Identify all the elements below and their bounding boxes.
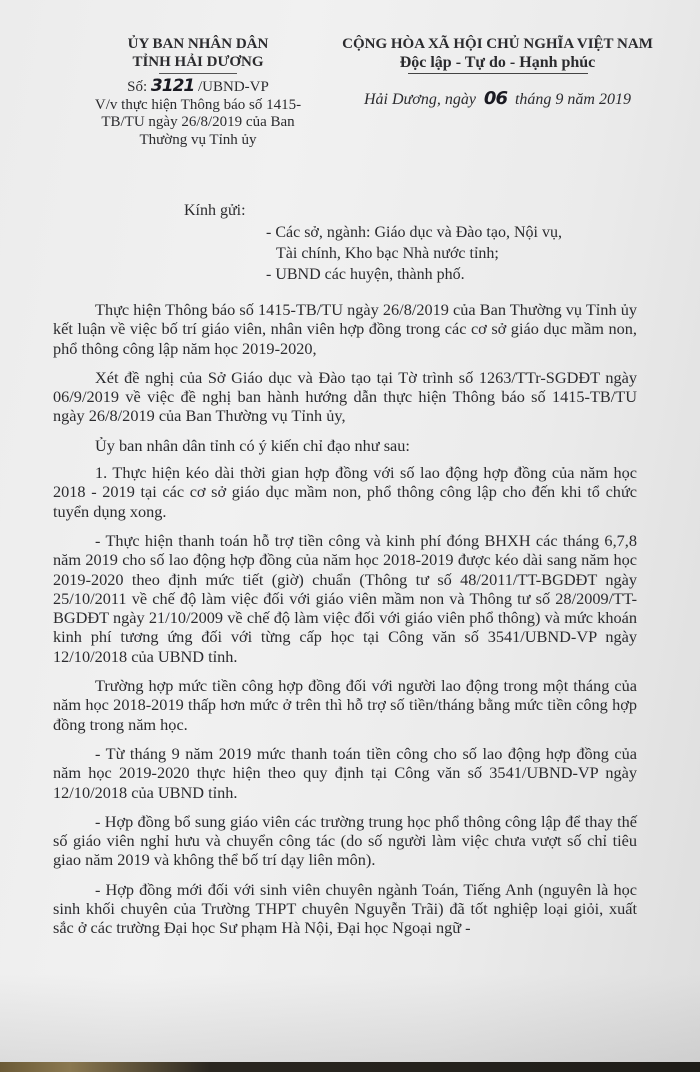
agency-block: [82, 36, 314, 149]
national-block: [300, 36, 695, 109]
subject-line-1: V/v thực hiện Thông báo số 1415-: [94, 96, 302, 113]
document-number: [82, 78, 314, 97]
agency-underline: [159, 73, 237, 74]
paragraph-preamble-1: Thực hiện Thông báo số 1415-TB/TU ngày 26/8/2019 của Ban Thường vụ Tỉnh ủy kết luận về việc bố trí giáo viên, nhân viên hợp đồng trong các cơ sở giáo dục mầm non, phổ thông công lập năm học 2019-2020,: [53, 300, 637, 358]
handwritten-number: 3121: [150, 76, 195, 96]
document-body: [53, 300, 637, 948]
paragraph-supplementary-contracts: - Hợp đồng bổ sung giáo viên các trường trung học phổ thông công lập để thay thế số giáo viên nghỉ hưu và chuyển công tác (do số người làm việc chưa vượt số chỉ tiêu giao năm 2019 và không thể bố trí dạy liên môn).: [53, 811, 637, 870]
handwritten-day: 06: [483, 88, 507, 109]
national-title: CỘNG HÒA XÃ HỘI CHỦ NGHĨA VIỆT NAM: [342, 36, 653, 52]
subject-line-2: TB/TU ngày 26/8/2019 của Ban: [101, 114, 295, 130]
document-header: [0, 36, 700, 186]
paragraph-directive-intro: Ủy ban nhân dân tỉnh có ý kiến chỉ đạo như sau:: [95, 435, 410, 455]
paragraph-preamble-2: Xét đề nghị của Sở Giáo dục và Đào tạo tại Tờ trình số 1263/TTr-SGDĐT ngày 06/9/2019 về việc đề nghị ban hành hướng dẫn thực hiện Thông báo số 1415-TB/TU ngày 26/8/2019 của Ban Thường vụ Tỉnh ủy,: [53, 367, 637, 426]
national-motto: Độc lập - Tự do - Hạnh phúc: [399, 53, 596, 71]
recipient-line-1: - Các sở, ngành: Giáo dục và Đào tạo, Nội vụ,: [266, 224, 562, 241]
agency-name-line2: TỈNH HẢI DƯƠNG: [132, 53, 264, 70]
greeting: Kính gửi:: [184, 202, 246, 219]
recipient-line-2: Tài chính, Kho bạc Nhà nước tỉnh;: [276, 245, 499, 262]
date-suffix: tháng 9 năm 2019: [514, 91, 631, 108]
paragraph-low-wage-case: Trường hợp mức tiền công hợp đồng đối với người lao động trong một tháng của năm học 2018-2019 thấp hơn mức ở trên thì hỗ trợ số tiền/tháng bằng mức tiền công hợp đồng trong năm học.: [53, 676, 637, 734]
paragraph-september-payment: - Từ tháng 9 năm 2019 mức thanh toán tiền công cho số lao động hợp đồng của năm học 2019-2020 thực hiện theo quy định tại Công văn số 3541/UBND-VP ngày 12/10/2018 của UBND tỉnh.: [53, 743, 637, 802]
paragraph-new-contracts: - Hợp đồng mới đối với sinh viên chuyên ngành Toán, Tiếng Anh (nguyên là học sinh khối chuyên của Trường THPT chuyên Nguyễn Trãi) đã tốt nghiệp loại giỏi, xuất sắc ở các trường Đại học Sư phạm Hà Nội, Đại học Ngoại ngữ -: [53, 879, 637, 938]
number-suffix: /UBND-VP: [198, 79, 269, 95]
subject-line-3: Thường vụ Tỉnh ủy: [139, 131, 257, 148]
document-date: [300, 90, 695, 109]
paragraph-payment: - Thực hiện thanh toán hỗ trợ tiền công và kinh phí đóng BHXH các tháng 6,7,8 năm 2019 cho số lao động hợp đồng của năm học 2018-2019 được kéo dài sang năm học 2019-2020 theo định mức tiết (giờ) chuẩn (Thông tư số 48/2011/TT-BGDĐT ngày 25/10/2011 về chế độ làm việc đối với giáo viên mầm non và Thông tư số 28/2009/TT-BGDĐT ngày 21/10/2009 về chế độ làm việc đối với giáo viên phổ thông) và mức khoán kinh phí tương ứng đối với từng cấp học tại Công văn số 3541/UBND-VP ngày 12/10/2018 của UBND tỉnh.: [53, 530, 637, 666]
paragraph-item-1: 1. Thực hiện kéo dài thời gian hợp đồng với số lao động hợp đồng của năm học 2018 - 2019 tại các cơ sở giáo dục mầm non, phổ thông công lập cho đến khi tổ chức tuyển dụng xong.: [53, 463, 637, 521]
recipient-line-3: - UBND các huyện, thành phố.: [266, 266, 465, 283]
motto-underline: [408, 73, 588, 74]
agency-name-line1: ỦY BAN NHÂN DÂN: [127, 36, 269, 52]
desk-surface: [0, 1062, 700, 1072]
number-prefix: Số:: [127, 79, 148, 95]
date-prefix: Hải Dương, ngày: [364, 91, 476, 108]
